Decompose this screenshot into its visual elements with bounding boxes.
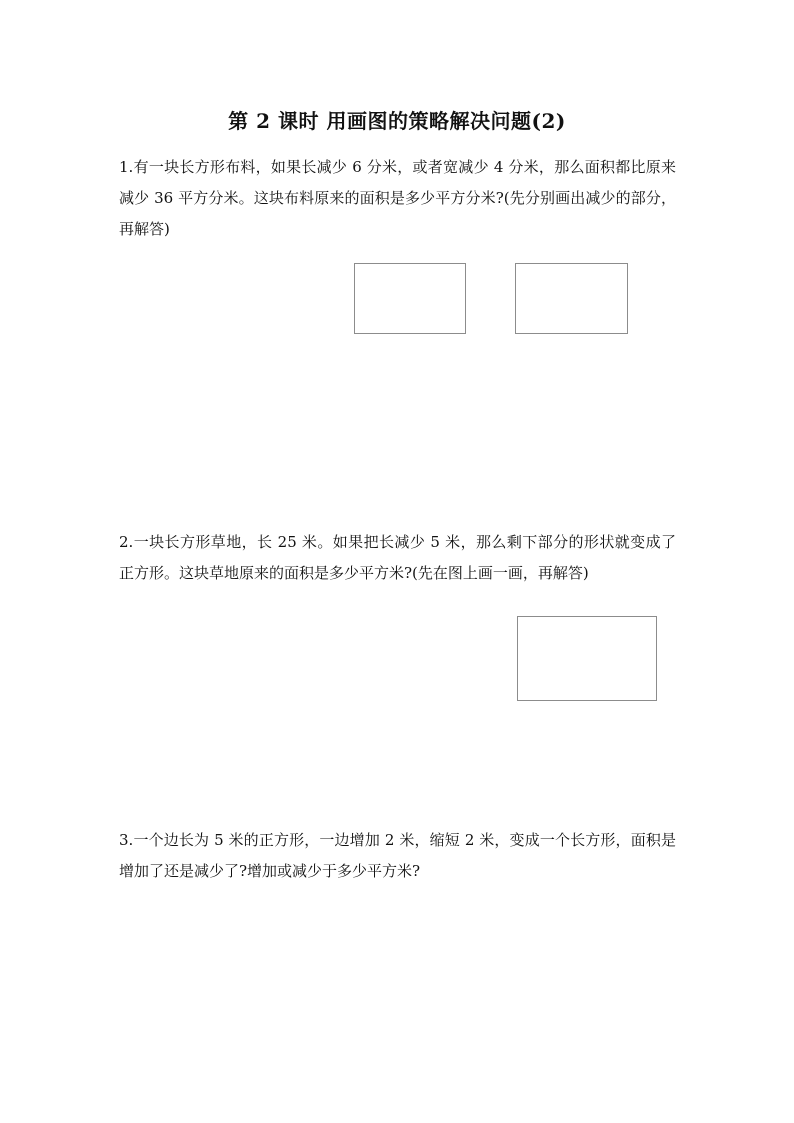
question-2-text: 2.一块长方形草地，长 25 米。如果把长减少 5 米，那么剩下部分的形状就变成了正方形。这块草地原来的面积是多少平方米?(先在图上画一画，再解答) bbox=[119, 533, 676, 582]
question-3-text: 3.一个边长为 5 米的正方形，一边增加 2 米，缩短 2 米，变成一个长方形，面积是增加了还是减少了?增加或减少于多少平方米? bbox=[119, 831, 676, 880]
question-1-rectangle-right bbox=[515, 263, 628, 334]
question-2-rectangle bbox=[517, 616, 657, 701]
question-1-rectangle-left bbox=[354, 263, 466, 334]
worksheet-title: 第 2 课时 用画图的策略解决问题(2) bbox=[228, 109, 566, 133]
question-1-text: 1.有一块长方形布料，如果长减少 6 分米，或者宽减少 4 分米，那么面积都比原来减少 36 平方分米。这块布料原来的面积是多少平方分米?(先分别画出减少的部分，再解答) bbox=[119, 158, 676, 238]
